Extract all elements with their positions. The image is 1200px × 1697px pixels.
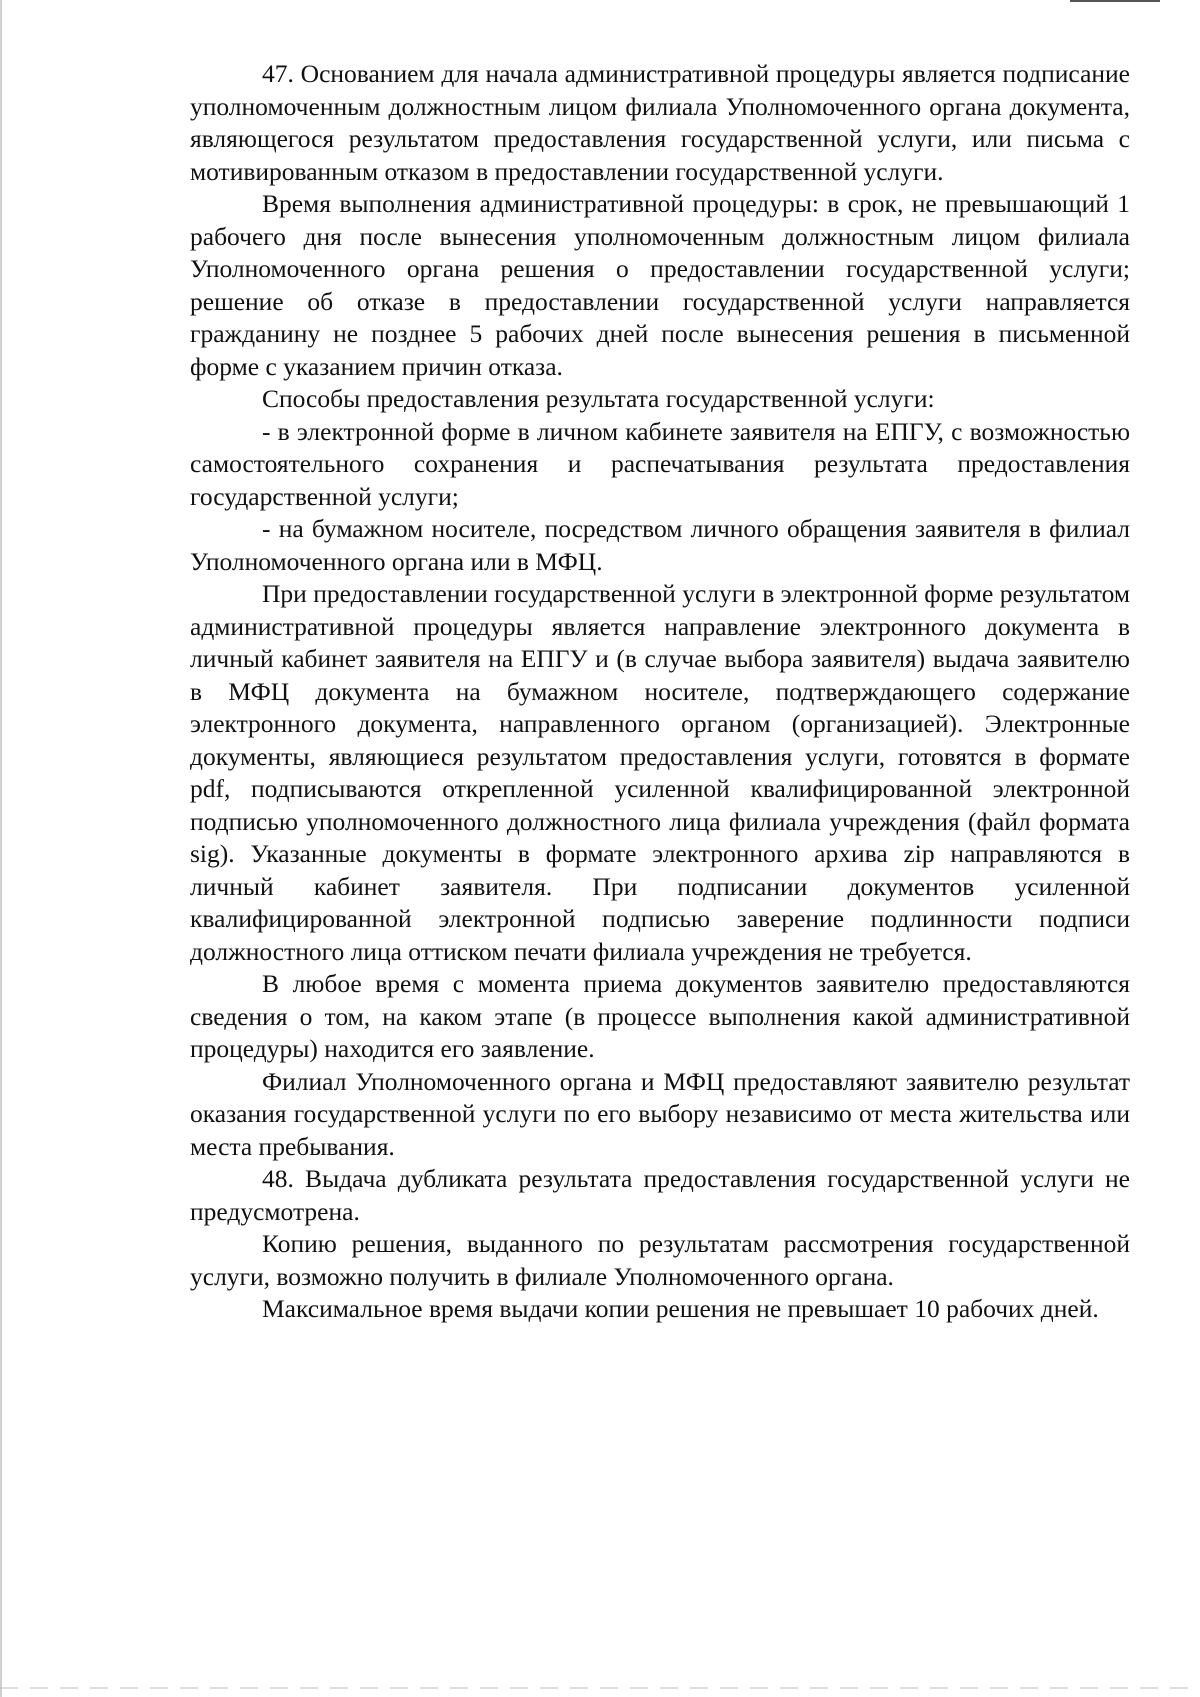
paragraph-status-info: В любое время с момента приема документов заявителю предоставляются сведения о том, на каком этапе (в процессе выполнения какой административной процедуры) находится его заявление.: [190, 969, 1130, 1063]
paragraph-47-basis: 47. Основанием для начала административной процедуры является подписание уполномоченным должностным лицом филиала Уполномоченного органа документа, являющегося результатом предоставления государственной услуги, или письма с мотивированным отказом в предоставлении государственной услуги.: [190, 59, 1130, 186]
document-body: [190, 58, 1130, 1326]
paragraph-electronic-result: При предоставлении государственной услуги в электронной форме результатом административной процедуры является направление электронного документа в личный кабинет заявителя на ЕПГУ и (в случае выбора заявителя) выдача заявителю в МФЦ документа на бумажном носителе, подтверждающего содержание электронного документа, направленного органом (организацией). Электронные документы, являющиеся результатом предоставления услуги, готовятся в формате pdf, подписываются открепленной усиленной квалифицированной электронной подписью уполномоченного должностного лица филиала учреждения (файл формата sig). Указанные документы в формате электронного архива zip направляются в личный кабинет заявителя. При подписании документов усиленной квалифицированной электронной подписью заверение подлинности подписи должностного лица оттиском печати филиала учреждения не требуется.: [190, 579, 1130, 966]
paragraph-procedure-time: Время выполнения административной процедуры: в срок, не превышающий 1 рабочего дня после вынесения уполномоченным должностным лицом филиала Уполномоченного органа решения о предоставлении государственной услуги; решение об отказе в предоставлении государственной услуги направляется гражданину не позднее 5 рабочих дней после вынесения решения в письменной форме с указанием причин отказа.: [190, 189, 1130, 381]
scan-edge-bottom: [0, 1687, 1200, 1689]
scan-edge-left: [0, 0, 2, 1697]
paragraph-result-by-choice: Филиал Уполномоченного органа и МФЦ предоставляют заявителю результат оказания государственной услуги по его выбору независимо от места жительства или места пребывания.: [190, 1066, 1130, 1161]
paragraph-48-duplicate: 48. Выдача дубликата результата предоставления государственной услуги не предусмотрена.: [190, 1164, 1130, 1226]
paragraph-paper-form: - на бумажном носителе, посредством личного обращения заявителя в филиал Уполномоченного органа или в МФЦ.: [190, 514, 1130, 576]
paragraph-decision-copy: Копию решения, выданного по результатам рассмотрения государственной услуги, возможно получить в филиале Уполномоченного органа.: [190, 1229, 1130, 1291]
scan-edge-top: [1070, 0, 1160, 2]
paragraph-electronic-form: - в электронной форме в личном кабинете заявителя на ЕПГУ, с возможностью самостоятельного сохранения и распечатывания результата предоставления государственной услуги;: [190, 416, 1130, 511]
paragraph-max-time: Максимальное время выдачи копии решения не превышает 10 рабочих дней.: [262, 1294, 1099, 1323]
paragraph-result-methods: Способы предоставления результата государственной услуги:: [262, 384, 935, 413]
